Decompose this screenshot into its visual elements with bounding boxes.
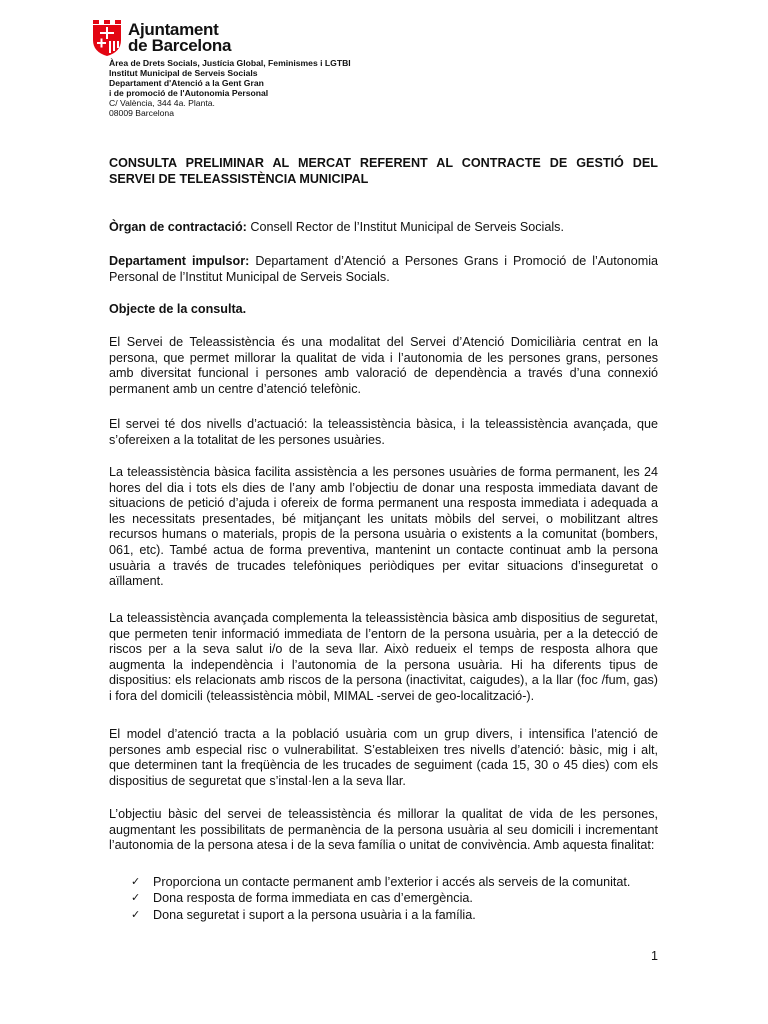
organ-value: Consell Rector de l’Institut Municipal de Serveis Socials. xyxy=(246,220,564,234)
paragraph-6: L’objectiu bàsic del servei de teleassistència és millorar la qualitat de vida de les persones, augmentant les possibilitats de permanència de la persona usuària al seu domicili i incrementant l’autonomia de la persona atesa i de la seva família o unitat de convivència. Amb aquesta finalitat: xyxy=(109,807,658,853)
objecte-heading: Objecte de la consulta. xyxy=(109,302,247,316)
list-item xyxy=(109,907,658,923)
organ-contractacio xyxy=(109,220,658,236)
barcelona-seal-icon xyxy=(91,20,123,56)
checkmark-icon: ✓ xyxy=(131,875,141,888)
checkmark-icon: ✓ xyxy=(131,891,141,905)
page-number: 1 xyxy=(651,949,659,963)
logo-line-2: de Barcelona xyxy=(128,36,232,55)
list-item xyxy=(109,874,658,890)
list-item-text: Dona resposta de forma immediata en cas d’emergència. xyxy=(153,891,473,906)
dept-label: Departament impulsor: xyxy=(109,254,250,268)
paragraph-3: La teleassistència bàsica facilita assistència a les persones usuàries de forma permanent, les 24 hores del dia i tots els dies de l’any amb l’objectiu de donar una resposta immediata davant de situacions de petició d’ajuda i ofereix de forma permanent una resposta immediata i adequada a les necessitats presentades, bé mitjançant les unitats mòbils del servei, o mobilitzant altres recursos humans o materials, propis de la persona usuària o existents a la comunitat (bombers, 061, etc). També actua de forma preventiva, mantenint un contacte continuat amb la persona usuària a través de trucades telefòniques periòdiques per evitar situacions d’inseguretat o aïllament. xyxy=(109,465,658,589)
letterhead xyxy=(109,58,351,118)
organ-label: Òrgan de contractació: xyxy=(109,220,247,234)
document-title: CONSULTA PRELIMINAR AL MERCAT REFERENT AL CONTRACTE DE GESTIÓ DEL SERVEI DE TELEASSISTÈNCIA MUNICIPAL xyxy=(109,156,658,186)
dept-value: Departament d’Atenció a Persones Grans i Promoció de l’Autonomia Personal de l’Institut Municipal de Serveis Socials. xyxy=(109,254,659,284)
letterhead-departament: Departament d'Atenció a la Gent Gran xyxy=(109,78,264,88)
logo-text xyxy=(128,22,231,54)
letterhead-departament-cont: i de promoció de l'Autonomia Personal xyxy=(109,88,269,98)
objectives-list xyxy=(109,874,658,923)
paragraph-2: El servei té dos nivells d’actuació: la teleassistència bàsica, i la teleassistència avançada, que s’ofereixen a la totalitat de les persones usuàries. xyxy=(109,417,658,447)
departament-impulsor xyxy=(109,254,658,285)
paragraph-1: El Servei de Teleassistència és una modalitat del Servei d’Atenció Domiciliària centrat en la persona, que permet millorar la qualitat de vida i l’autonomia de les persones grans, persones amb diversitat funcional i persones amb valoració de dependència a través d’una connexió permanent amb un centre d’atenció telefònic. xyxy=(109,335,658,396)
paragraph-4: La teleassistència avançada complementa la teleassistència bàsica amb dispositius de seguretat, que permeten tenir informació immediata de l’entorn de la persona usuària, per a la detecció de riscos per a la seva salut i/o de la seva llar. Això redueix el temps de resposta alhora que augmenta la independència i l’autonomia de la persona usuària. Hi ha diferents tipus de dispositius: els relacionats amb riscos de la persona (inactivitat, caigudes), a la llar (foc /fum, gas) i fora del domicili (teleassistència mòbil, MIMAL -servei de geo-localització-). xyxy=(109,611,658,703)
letterhead-institut: Institut Municipal de Serveis Socials xyxy=(109,68,258,78)
list-item xyxy=(109,890,658,906)
letterhead-area: Àrea de Drets Socials, Justícia Global, Feminismes i LGTBI xyxy=(109,58,351,68)
list-item-text: Proporciona un contacte permanent amb l’exterior i accés als serveis de la comunitat. xyxy=(153,875,631,889)
ajuntament-logo xyxy=(91,20,231,56)
logo-line-1: Ajuntament xyxy=(128,20,219,39)
checkmark-icon: ✓ xyxy=(131,907,141,921)
letterhead-postcode: 08009 Barcelona xyxy=(109,108,174,118)
list-item-text: Dona seguretat i suport a la persona usuària i a la família. xyxy=(153,907,476,922)
paragraph-5: El model d’atenció tracta a la població usuària com un grup divers, i intensifica l’atenció de persones amb especial risc o vulnerabilitat. S’estableixen tres nivells d’atenció: bàsic, mig i alt, que determinen tant la freqüència de les trucades de seguiment (cada 15, 30 o 45 dies) com els dispositius de seguretat que s’instal·len a la seva llar. xyxy=(109,727,658,788)
letterhead-address: C/ València, 344 4a. Planta. xyxy=(109,98,215,108)
